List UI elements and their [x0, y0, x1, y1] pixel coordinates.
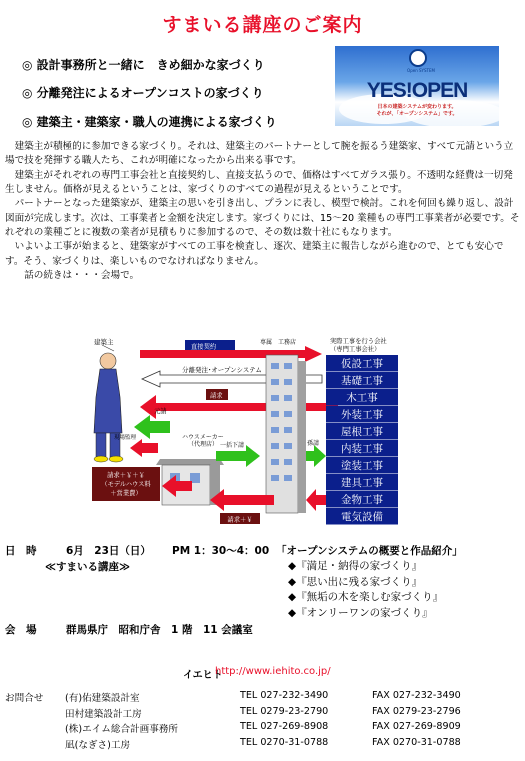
owner-label: 建築主: [94, 338, 114, 346]
banner-subline-2: それが、「オープンシステム」です。: [376, 111, 458, 117]
contact-row: [0, 706, 525, 721]
cost-box-line-1: 請求＋￥＋￥: [107, 472, 145, 479]
trade-label: 電気設備: [341, 511, 383, 523]
cost-box-line-3: ＋営業費）: [110, 490, 142, 497]
inspection-label: 現場監理: [114, 435, 137, 441]
contact-name: (株)エイム総合計画事務所: [65, 724, 179, 735]
trade-label: 内装工事: [341, 443, 383, 455]
banner-subline-1: 日本の建築システムが変わります。: [377, 104, 457, 110]
trade-label: 金物工事: [341, 494, 383, 506]
feature-3: ◎ 建築主・建築家・職人の連携による家づくり: [22, 115, 277, 129]
page-title: すまいる講座のご案内: [162, 14, 363, 36]
house-maker-label-1: ハウスメーカー: [182, 434, 224, 441]
time-value: PM 1：30～4：00: [172, 545, 270, 557]
contact-row: [0, 721, 525, 736]
contact-tel: TEL 027-269-8908: [240, 721, 329, 732]
banner-logo-text: Open SYSTEM: [407, 68, 435, 73]
intro-body: [5, 140, 520, 283]
contact-name: 田村建築設計工房: [65, 709, 142, 720]
prime-contract-label: 元請: [154, 408, 167, 415]
invoice-yen-arrow-2: [306, 489, 326, 511]
contact-tel: TEL 0279-23-2790: [240, 706, 329, 717]
trade-label: 塗装工事: [341, 460, 383, 472]
contact-fax: FAX 027-269-8909: [372, 721, 461, 732]
site-url-link[interactable]: http://www.iehito.co.jp/: [215, 666, 331, 677]
contact-row: [0, 737, 525, 752]
trade-label: 屋根工事: [341, 426, 383, 438]
general-contractor-label: 専属 工務店: [260, 339, 297, 346]
program-item: ◆『オンリーワンの家づくり』: [288, 607, 433, 619]
contact-heading: お問合せ: [5, 693, 44, 704]
contact-fax: FAX 0279-23-2796: [372, 706, 461, 717]
date-value: 6月 23日（日）: [66, 545, 151, 557]
venue-value: 群馬県庁 昭和庁舎 1 階 11 会議室: [66, 624, 253, 636]
contact-tel: TEL 027-232-3490: [240, 690, 329, 701]
owner-figure-icon: [94, 345, 123, 462]
body-paragraph: 話の続きは・・・会場で。: [5, 270, 140, 282]
inspection-arrow: [130, 439, 158, 457]
open-system-diagram: [70, 335, 470, 525]
feature-1: ◎ 設計事務所と一緒に きめ細かな家づくり: [22, 58, 265, 72]
trade-list: [326, 355, 398, 525]
program-item: ◆『満足・納得の家づくり』: [288, 560, 423, 572]
body-paragraph: いよいよ工事が始まると、建築家がすべての工事を検査し、逐次、建築主に報告しながら進むので、とても安心です。そう、家づくりは、楽しいものでなければなりません。: [5, 241, 504, 267]
seminar-name: ≪すまいる講座≫: [45, 561, 130, 573]
prime-contract-arrow: [134, 415, 170, 439]
yes-open-banner: [335, 46, 499, 126]
feature-2: ◎ 分離発注によるオープンコストの家づくり: [22, 86, 264, 100]
subcontract-arrow: [306, 445, 326, 467]
cost-box-line-2: （モデルハウス料: [101, 481, 151, 488]
contact-name: (有)佑建築設計室: [65, 693, 140, 704]
program-item: ◆『思い出に残る家づくり』: [288, 576, 423, 588]
trade-label: 基礎工事: [341, 375, 383, 387]
contact-fax: FAX 027-232-3490: [372, 690, 461, 701]
body-paragraph: 建築主が積極的に参加できる家づくり。それは、建築主のパートナーとして腕を振るう建築家、すべて元請という立場で技を発揮する職人たち、これが明確になったから出来る事です。: [5, 141, 514, 167]
event-topic: 「オープンシステムの概要と作品紹介」: [276, 545, 463, 557]
contact-tel: TEL 0270-31-0788: [240, 737, 329, 748]
date-label: 日 時: [5, 545, 37, 557]
banner-headline: YES!OPEN: [366, 79, 468, 102]
program-item: ◆『無垢の木を楽しむ家づくり』: [288, 591, 444, 603]
contractors-title-2: （専門工事会社）: [330, 346, 381, 353]
invoice-yen-label: 請求＋￥: [227, 516, 253, 524]
direct-contract-label: 直接契約: [191, 343, 217, 351]
trade-label: 仮設工事: [341, 358, 383, 370]
banner-subline: [335, 104, 499, 118]
site-label: イエヒト: [183, 670, 223, 681]
invoice-arrow: [140, 395, 338, 419]
contractors-title-1: 実際工事を行う会社: [330, 338, 387, 345]
invoice-label: 請求: [210, 392, 223, 400]
body-paragraph: 建築主がそれぞれの専門工事会社と直接契約し、直接支払うので、価格はすべてガラス張り。不透明な経費は一切発生しません。価格が見えるということは、家づくりのすべての過程が見えるということです。: [5, 169, 513, 196]
house-maker-label-2: （代理店）: [188, 441, 219, 448]
open-system-logo-icon: [409, 49, 427, 67]
trade-label: 外装工事: [341, 409, 383, 421]
separate-order-label: 分離発注･オープンシステム: [182, 366, 262, 374]
contact-name: 凪(なぎさ)工房: [65, 740, 131, 751]
subcontract-label: 孫請: [307, 440, 320, 447]
general-contractor-building-icon: [266, 355, 306, 513]
contact-fax: FAX 0270-31-0788: [372, 737, 461, 748]
body-paragraph: パートナーとなった建築家が、建築主の思いを引き出し、プランに表し、模型で検討。これを何回も繰り返し、設計図面が完成します。次は、工事業者と金額を決定します。家づくりには、15～20 業種もの専門工事業者が必要です。それぞれの業種ごとに複数の業者が見積もりに参加するので、その数は数十社にもなります。: [5, 198, 520, 239]
batch-subcontract-label: 一括下請: [220, 442, 245, 449]
trade-label: 木工事: [346, 392, 378, 404]
trade-label: 建具工事: [341, 477, 383, 489]
contact-row: [0, 690, 525, 705]
venue-label: 会 場: [5, 624, 37, 636]
